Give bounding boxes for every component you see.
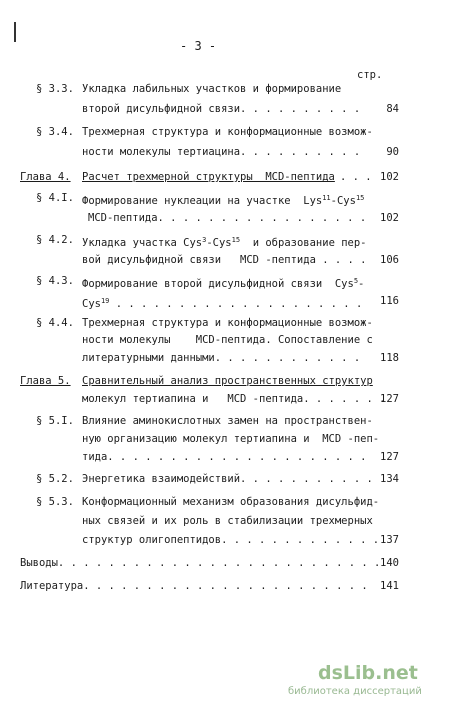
toc-section-5-3-line3: структур олигопептидов. . . . . . . . . . . . . xyxy=(82,534,380,546)
toc-section-5-3-page: 137 xyxy=(380,534,399,546)
toc-section-4-2-number: § 4.2. xyxy=(36,234,74,246)
toc-section-3-3-line2: второй дисульфидной связи. . . . . . . . . . xyxy=(82,103,361,115)
toc-section-5-1-number: § 5.I. xyxy=(36,415,74,427)
watermark-logo: dsLib.net xyxy=(318,662,418,684)
toc-section-4-4-line1: Трехмерная структура и конформационные возмож- xyxy=(82,317,373,329)
toc-section-4-3-line1: Формирование второй дисульфидной связи Cys$^5$- xyxy=(82,277,365,290)
toc-section-4-1-page: 102 xyxy=(380,212,399,224)
toc-section-4-2-line1: Укладка участка Cys$^3$-Cys$^{15}$ и образование пер- xyxy=(82,236,367,249)
toc-section-4-2-line2: вой дисульфидной связи MCD -пептида . . . . xyxy=(82,254,367,266)
toc-literature: Литература. . . . . . . . . . . . . . . . . . . . . . . xyxy=(20,580,368,592)
toc-section-5-1-page: 127 xyxy=(380,451,399,463)
toc-section-5-2-number: § 5.2. xyxy=(36,473,74,485)
toc-section-5-3-line1: Конформационный механизм образования дисульфид- xyxy=(82,496,380,508)
toc-section-3-4-number: § 3.4. xyxy=(36,126,74,138)
toc-chapter-4-dots: . . . xyxy=(340,171,372,183)
toc-section-3-3-line1: Укладка лабильных участков и формирование xyxy=(82,83,342,95)
toc-section-5-2-line1: Энергетика взаимодействий. . . . . . . . . . . xyxy=(82,473,373,485)
toc-chapter-5-line1: Сравнительный анализ пространственных структур xyxy=(82,375,373,387)
toc-section-4-3-number: § 4.3. xyxy=(36,275,74,287)
toc-literature-page: 141 xyxy=(380,580,399,592)
toc-section-5-2-page: 134 xyxy=(380,473,399,485)
page-column-label: стр. xyxy=(357,69,383,81)
toc-section-5-3-line2: ных связей и их роль в стабилизации трехмерных xyxy=(82,515,373,527)
toc-section-4-4-line2: ности молекулы MCD-пептида. Сопоставление с xyxy=(82,334,373,346)
toc-section-5-1-line2: ную организацию молекул тертиапина и MCD -пеп- xyxy=(82,433,380,445)
toc-chapter-4-number: Глава 4. xyxy=(20,171,71,183)
toc-chapter-4-page: 102 xyxy=(380,171,399,183)
toc-section-4-3-page: 116 xyxy=(380,295,399,307)
page-number: - 3 - xyxy=(180,39,217,53)
toc-section-4-1-line1: Формирование нуклеации на участке Lys$^{11}$-Cys$^{15}$ xyxy=(82,194,365,207)
toc-section-5-3-number: § 5.3. xyxy=(36,496,74,508)
toc-section-3-4-line1: Трехмерная структура и конформационные возмож- xyxy=(82,126,373,138)
toc-chapter-4-title: Расчет трехмерной структуры MCD-пептида xyxy=(82,171,335,183)
toc-section-4-4-number: § 4.4. xyxy=(36,317,74,329)
toc-section-5-1-line1: Влияние аминокислотных замен на пространствен- xyxy=(82,415,373,427)
toc-section-3-3-number: § 3.3. xyxy=(36,83,74,95)
toc-section-5-1-line3: тида. . . . . . . . . . . . . . . . . . . . . xyxy=(82,451,367,463)
toc-section-4-3-line2: Cys$^{19}$ . . . . . . . . . . . . . . . . . . . . xyxy=(82,297,363,310)
toc-conclusions-page: 140 xyxy=(380,557,399,569)
watermark-caption: библиотека диссертаций xyxy=(288,686,422,697)
toc-conclusions: Выводы. . . . . . . . . . . . . . . . . . . . . . . . . . xyxy=(20,557,381,569)
toc-chapter-5-line2: молекул тертиапина и MCD -пептида. . . . . . . xyxy=(82,393,386,405)
toc-section-3-4-page: 90 xyxy=(386,146,399,158)
toc-section-3-3-page: 84 xyxy=(386,103,399,115)
toc-section-4-1-number: § 4.I. xyxy=(36,192,74,204)
toc-section-4-2-page: 106 xyxy=(380,254,399,266)
toc-section-3-4-line2: ности молекулы тертиацина. . . . . . . . . . xyxy=(82,146,361,158)
toc-chapter-5-page: 127 xyxy=(380,393,399,405)
toc-section-4-4-page: 118 xyxy=(380,352,399,364)
toc-section-4-1-line2: MCD-пептида. . . . . . . . . . . . . . . . . xyxy=(88,212,367,224)
margin-mark xyxy=(14,22,16,42)
toc-section-4-4-line3: литературными данными. . . . . . . . . . . . xyxy=(82,352,361,364)
toc-chapter-5-number: Глава 5. xyxy=(20,375,71,387)
